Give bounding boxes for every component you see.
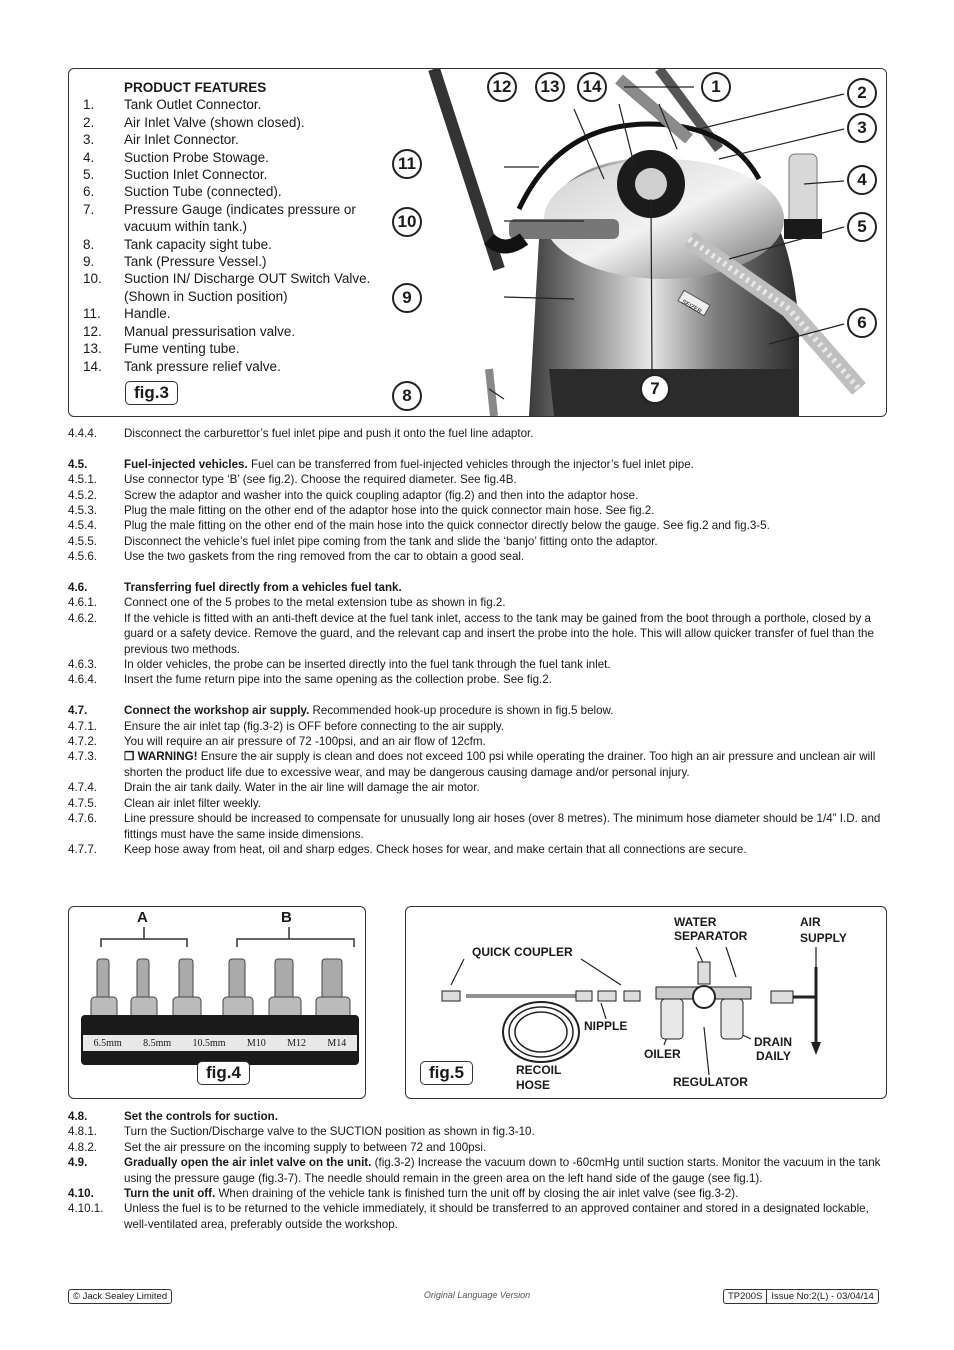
issue-number: Issue No:2(L) - 03/04/14	[766, 1289, 878, 1304]
instruction-body: (fig.3-2) Increase the vacuum down to -60cmHg until suction starts. Monitor the vacuum in the tank using the pressure gauge (fig.3-7). The needle should remain in the green area on the left hand side of the gauge (see fig.1).	[124, 1156, 881, 1185]
callout-9: 9	[392, 283, 422, 313]
instruction-text	[124, 1109, 888, 1124]
instruction-row	[68, 734, 888, 749]
feature-number: 13.	[83, 341, 102, 357]
fig4-panel	[68, 906, 366, 1099]
instruction-body: Recommended hook-up procedure is shown in fig.5 below.	[309, 704, 614, 718]
feature-item	[83, 253, 403, 270]
instruction-row	[68, 796, 888, 811]
quick-coupler-label: QUICK COUPLER	[472, 945, 573, 959]
callout-2: 2	[847, 78, 877, 108]
instruction-body: Turn the Suction/Discharge valve to the SUCTION position as shown in fig.3-10.	[124, 1125, 535, 1139]
instruction-heading: Set the controls for suction.	[124, 1110, 278, 1123]
instruction-number: 4.5.	[68, 457, 88, 471]
feature-text: Fume venting tube.	[124, 341, 240, 357]
feature-text: Suction Inlet Connector.	[124, 167, 268, 183]
instruction-number: 4.5.3.	[68, 504, 98, 518]
instruction-row	[68, 611, 888, 657]
instruction-body: Plug the male fitting on the other end of the main hose into the quick connector directly below the gauge. See fig.2 and fig.3-5.	[124, 519, 770, 533]
instruction-text	[124, 518, 888, 533]
feature-item	[83, 201, 403, 236]
feature-text: Handle.	[124, 306, 171, 322]
instruction-text	[124, 549, 888, 564]
air-supply-label-2: SUPPLY	[800, 931, 847, 945]
paragraph-gap	[68, 688, 888, 703]
instruction-number: 4.5.4.	[68, 519, 98, 533]
paragraph-gap	[68, 565, 888, 580]
instruction-text	[124, 426, 888, 441]
instruction-number: 4.7.3.	[68, 750, 98, 764]
instruction-number: 4.6.1.	[68, 596, 98, 610]
group-a-label: A	[137, 909, 148, 926]
instruction-row	[68, 1201, 888, 1232]
instruction-text	[124, 780, 888, 795]
instruction-number: 4.7.6.	[68, 812, 98, 826]
nipple-label: NIPPLE	[584, 1019, 628, 1033]
callout-6: 6	[847, 308, 877, 338]
feature-item	[83, 114, 403, 131]
instruction-body: Insert the fume return pipe into the same opening as the collection probe. See fig.2.	[124, 673, 552, 687]
fig5-panel	[405, 906, 887, 1099]
instruction-row	[68, 1186, 888, 1201]
feature-text: Air Inlet Connector.	[124, 132, 239, 148]
feature-item	[83, 270, 403, 305]
callout-11: 11	[392, 149, 422, 179]
feature-item	[83, 340, 403, 357]
instruction-number: 4.6.4.	[68, 673, 98, 687]
instruction-number: 4.6.2.	[68, 611, 98, 625]
instruction-text	[124, 457, 888, 472]
feature-number: 3.	[83, 132, 95, 148]
callout-5: 5	[847, 212, 877, 242]
instruction-row	[68, 780, 888, 795]
instruction-text	[124, 595, 888, 610]
instruction-number: 4.5.5.	[68, 534, 98, 548]
instruction-text	[124, 749, 888, 780]
feature-number: 7.	[83, 201, 95, 217]
feature-number: 8.	[83, 236, 95, 252]
feature-number: 6.	[83, 184, 95, 200]
feature-item	[83, 323, 403, 340]
feature-number: 11.	[83, 306, 101, 322]
feature-item	[83, 236, 403, 253]
instruction-body: Ensure the air inlet tap (fig.3-2) is OFF before connecting to the air supply.	[124, 719, 504, 733]
instruction-body: Ensure the air supply is clean and does not exceed 100 psi while operating the drainer. Too high an air pressure and unclean air will shorten the product life due to excessive wear, and may be dangerous causing damage and/or personal injury.	[124, 750, 876, 779]
instruction-text	[124, 580, 888, 595]
issue-footer	[723, 1289, 879, 1304]
sight-label: SEIZER	[680, 299, 703, 316]
language-version-footer: Original Language Version	[423, 1290, 531, 1300]
feature-text: Tank (Pressure Vessel.)	[124, 254, 267, 270]
recoil-hose-label-2: HOSE	[516, 1078, 551, 1092]
instruction-text	[124, 611, 888, 657]
instruction-text	[124, 1124, 888, 1139]
instruction-body: When draining of the vehicle tank is finished turn the unit off by closing the air inlet valve (see fig.3-2).	[215, 1187, 739, 1201]
instruction-number: 4.8.1.	[68, 1125, 98, 1139]
feature-text: Suction Tube (connected).	[124, 184, 282, 200]
instruction-number: 4.7.4.	[68, 781, 98, 795]
feature-text: Pressure Gauge (indicates pressure or vacuum within tank.)	[124, 201, 356, 235]
callout-12: 12	[487, 72, 517, 102]
instruction-number: 4.5.1.	[68, 473, 98, 487]
instructions-section-a	[68, 426, 888, 857]
instruction-text	[124, 672, 888, 687]
instruction-row	[68, 1140, 888, 1155]
instruction-row	[68, 1124, 888, 1139]
instruction-body: Disconnect the vehicle’s fuel inlet pipe coming from the tank and slide the ‘banjo’ fitting onto the adaptor.	[124, 534, 658, 548]
feature-item	[83, 96, 403, 113]
instruction-text	[124, 1201, 888, 1232]
instruction-text	[124, 503, 888, 518]
fig3-panel	[68, 68, 887, 417]
feature-text: Air Inlet Valve (shown closed).	[124, 114, 305, 130]
feature-number: 2.	[83, 114, 95, 130]
callout-8: 8	[392, 381, 422, 411]
feature-number: 1.	[83, 97, 95, 113]
instruction-row	[68, 672, 888, 687]
instruction-number: 4.5.6.	[68, 550, 98, 564]
product-features-list	[83, 79, 403, 375]
instruction-number: 4.6.	[68, 581, 88, 595]
water-separator-label-2: SEPARATOR	[674, 929, 748, 943]
instruction-heading: Turn the unit off.	[124, 1187, 216, 1201]
callout-13: 13	[535, 72, 565, 102]
instruction-body: Set the air pressure on the incoming supply to between 72 and 100psi.	[124, 1140, 487, 1154]
feature-number: 14.	[83, 358, 102, 374]
feature-text: Suction Probe Stowage.	[124, 149, 269, 165]
adaptor-size-label: 10.5mm	[192, 1038, 226, 1049]
feature-text: Manual pressurisation valve.	[124, 323, 296, 339]
instruction-row	[68, 811, 888, 842]
feature-item	[83, 166, 403, 183]
instruction-row	[68, 703, 888, 718]
instruction-body: Connect one of the 5 probes to the metal extension tube as shown in fig.2.	[124, 596, 506, 610]
instruction-body: In older vehicles, the probe can be inserted directly into the fuel tank through the fuel tank inlet.	[124, 658, 611, 672]
instruction-row	[68, 1109, 888, 1124]
air-supply-label-1: AIR	[800, 915, 821, 929]
instruction-number: 4.8.2.	[68, 1140, 98, 1154]
instruction-heading: Fuel-injected vehicles.	[124, 457, 248, 471]
regulator-label: REGULATOR	[673, 1075, 748, 1089]
instruction-number: 4.7.7.	[68, 842, 98, 856]
feature-number: 9.	[83, 254, 95, 270]
instruction-row	[68, 1155, 888, 1186]
copyright-footer: © Jack Sealey Limited	[68, 1289, 172, 1304]
instruction-row	[68, 842, 888, 857]
instruction-heading: Transferring fuel directly from a vehicles fuel tank.	[124, 581, 402, 595]
instruction-number: 4.7.5.	[68, 796, 98, 810]
fig3-label: fig.3	[125, 381, 178, 405]
feature-number: 5.	[83, 167, 95, 183]
feature-item	[83, 149, 403, 166]
model-number: TP200S	[723, 1289, 766, 1304]
instruction-heading: Gradually open the air inlet valve on the unit.	[124, 1156, 372, 1170]
feature-text: Tank Outlet Connector.	[124, 97, 262, 113]
instruction-text	[124, 842, 888, 857]
feature-item	[83, 305, 403, 322]
instruction-body: Use connector type ‘B’ (see fig.2). Choose the required diameter. See fig.4B.	[124, 473, 517, 487]
instruction-text	[124, 534, 888, 549]
instruction-body: Drain the air tank daily. Water in the air line will damage the air motor.	[124, 781, 480, 795]
instruction-number: 4.5.2.	[68, 488, 98, 502]
instruction-row	[68, 749, 888, 780]
fig4-label: fig.4	[197, 1061, 250, 1085]
feature-text: Tank pressure relief valve.	[124, 358, 281, 374]
instruction-heading: Connect the workshop air supply.	[124, 704, 310, 718]
instruction-body: Plug the male fitting on the other end of the adaptor hose into the quick connector main hose. See fig.2.	[124, 504, 655, 518]
feature-number: 10.	[83, 271, 102, 287]
adaptor-size-label: 6.5mm	[93, 1038, 122, 1049]
instruction-row	[68, 534, 888, 549]
instruction-row	[68, 426, 888, 441]
callout-10: 10	[392, 207, 422, 237]
instruction-row	[68, 503, 888, 518]
adaptor-size-label: M10	[246, 1038, 266, 1049]
instruction-number: 4.9.	[68, 1156, 88, 1170]
instruction-body: If the vehicle is fitted with an anti-theft device at the fuel tank inlet, access to the tank may be gained from the boot through a porthole, closed by a guard or a safety device. Remove the guard, and the relevant cap and insert the probe into the hole. This will allow quicker transfer of fuel than the previous two methods.	[124, 611, 874, 656]
instruction-body: Screw the adaptor and washer into the quick coupling adaptor (fig.2) and then into the adaptor hose.	[124, 488, 639, 502]
instruction-text	[124, 811, 888, 842]
instruction-body: Fuel can be transferred from fuel-injected vehicles through the injector’s fuel inlet pipe.	[247, 457, 694, 471]
instruction-number: 4.6.3.	[68, 658, 98, 672]
fig5-label: fig.5	[420, 1061, 473, 1085]
instruction-number: 4.8.	[68, 1110, 88, 1123]
product-features-title: PRODUCT FEATURES	[124, 80, 267, 95]
instruction-text	[124, 1140, 888, 1155]
callout-14: 14	[577, 72, 607, 102]
callout-3: 3	[847, 113, 877, 143]
instruction-heading: ❒ WARNING!	[124, 750, 198, 764]
fume-drainer-photo	[389, 69, 886, 416]
instruction-body: Unless the fuel is to be returned to the vehicle immediately, it should be transferred to an approved container and stored in a designated lockable, well-ventilated area, preferably outside the workshop.	[124, 1202, 869, 1231]
feature-text: Tank capacity sight tube.	[124, 236, 272, 252]
instruction-body: Use the two gaskets from the ring removed from the car to obtain a good seal.	[124, 550, 525, 564]
callout-1: 1	[701, 72, 731, 102]
adaptor-size-label: 8.5mm	[143, 1038, 172, 1049]
feature-number: 12.	[83, 323, 102, 339]
instruction-body: You will require an air pressure of 72 -100psi, and an air flow of 12cfm.	[124, 735, 486, 749]
instruction-row	[68, 457, 888, 472]
instruction-text	[124, 1155, 888, 1186]
instruction-row	[68, 580, 888, 595]
drain-label-2: DAILY	[756, 1049, 791, 1063]
feature-item	[83, 131, 403, 148]
instruction-row	[68, 472, 888, 487]
instruction-number: 4.4.4.	[68, 427, 98, 440]
instruction-body: Disconnect the carburettor’s fuel inlet pipe and push it onto the fuel line adaptor.	[124, 427, 534, 440]
instruction-text	[124, 703, 888, 718]
instruction-number: 4.10.1.	[68, 1202, 104, 1216]
instruction-row	[68, 719, 888, 734]
instruction-body: Line pressure should be increased to compensate for unusually long air hoses (over 8 metres). The minimum hose diameter should be 1/4” I.D. and fittings must have the same inside dimensions.	[124, 812, 881, 841]
adaptor-size-label: M14	[327, 1038, 347, 1049]
instruction-number: 4.7.1.	[68, 719, 98, 733]
instruction-number: 4.7.2.	[68, 735, 98, 749]
instruction-text	[124, 488, 888, 503]
instructions-section-b	[68, 1109, 888, 1232]
oiler-label: OILER	[644, 1047, 681, 1061]
instruction-row	[68, 518, 888, 533]
drain-label-1: DRAIN	[754, 1035, 792, 1049]
feature-number: 4.	[83, 149, 95, 165]
callout-7: 7	[640, 374, 670, 404]
instruction-number: 4.7.	[68, 704, 88, 718]
instruction-row	[68, 549, 888, 564]
callout-4: 4	[847, 165, 877, 195]
instruction-text	[124, 796, 888, 811]
recoil-hose-label-1: RECOIL	[516, 1063, 562, 1077]
group-b-label: B	[281, 909, 292, 926]
instruction-body: Clean air inlet filter weekly.	[124, 796, 262, 810]
instruction-row	[68, 595, 888, 610]
instruction-number: 4.10.	[68, 1187, 94, 1201]
instruction-text	[124, 719, 888, 734]
feature-item	[83, 183, 403, 200]
instruction-body: Keep hose away from heat, oil and sharp edges. Check hoses for wear, and make certain that all connections are secure.	[124, 842, 747, 856]
instruction-text	[124, 734, 888, 749]
instruction-text	[124, 1186, 888, 1201]
water-separator-label-1: WATER	[674, 915, 717, 929]
instruction-text	[124, 472, 888, 487]
feature-text: Suction IN/ Discharge OUT Switch Valve. (Shown in Suction position)	[124, 271, 371, 304]
instruction-row	[68, 488, 888, 503]
feature-item	[83, 358, 403, 375]
instruction-text	[124, 657, 888, 672]
paragraph-gap	[68, 441, 888, 456]
instruction-row	[68, 657, 888, 672]
adaptor-size-label: M12	[287, 1038, 307, 1049]
